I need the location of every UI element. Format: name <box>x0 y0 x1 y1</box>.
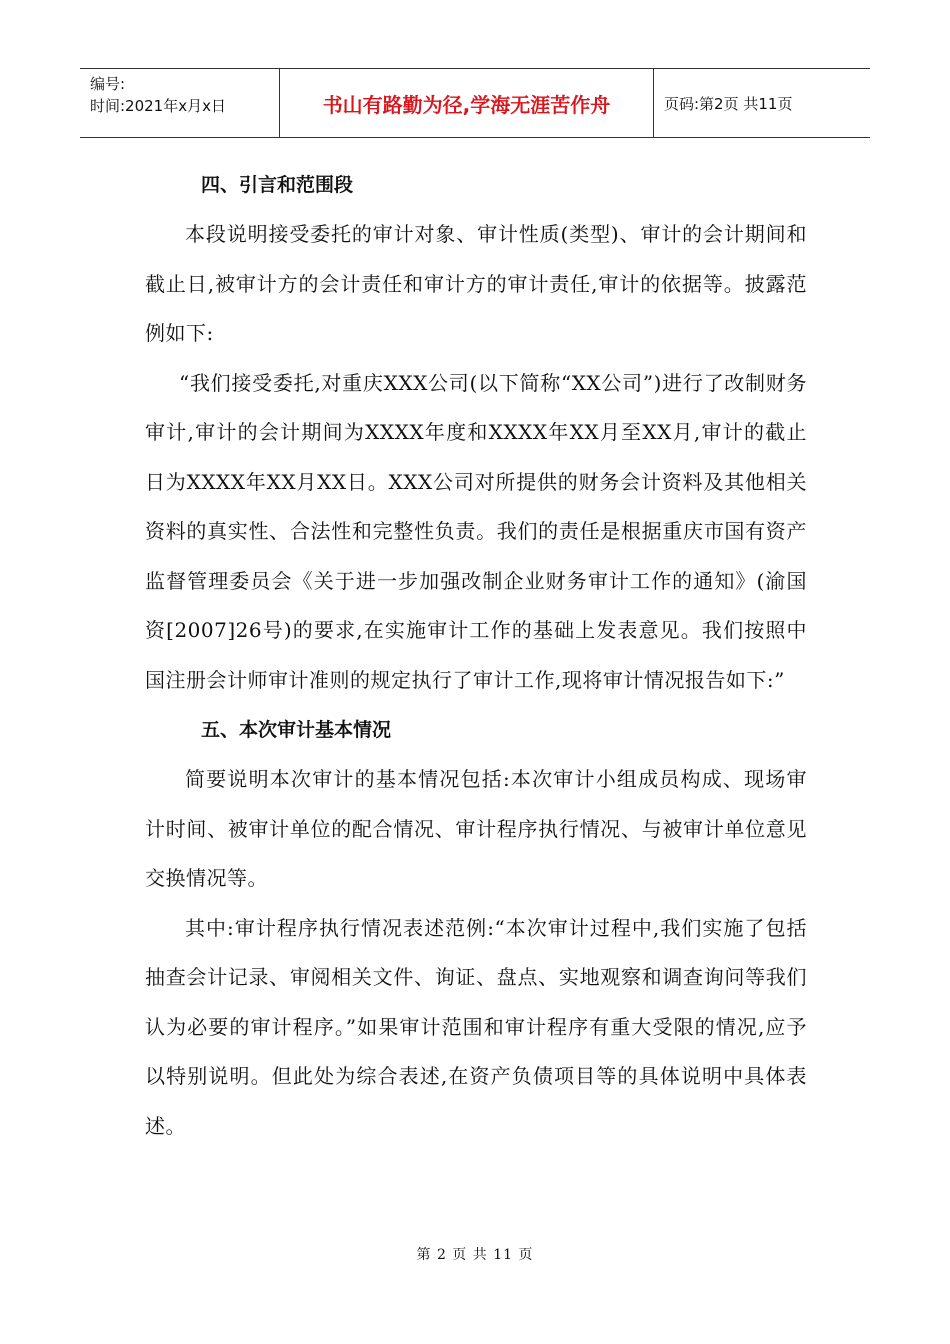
document-number-label: 编号: <box>90 75 126 93</box>
paragraph: 其中:审计程序执行情况表述范例:“本次审计过程中,我们实施了包括抽查会计记录、审阅相关文件、询证、盘点、实地观察和调查询问等我们认为必要的审计程序。”如果审计范围和审计程序有重大受限的情况,应予以特别说明。但此处为综合表述,在资产负债项目等的具体说明中具体表述。 <box>145 915 807 1138</box>
document-body <box>145 160 807 1151</box>
header-meta <box>80 69 280 137</box>
paragraph: 简要说明本次审计的基本情况包括:本次审计小组成员构成、现场审计时间、被审计单位的配合情况、审计程序执行情况、与被审计单位意见交换情况等。 <box>145 767 807 890</box>
page-footer: 第 2 页 共 11 页 <box>416 1247 534 1263</box>
section-heading-audit-overview: 五、本次审计基本情况 <box>201 719 392 741</box>
quoted-example-paragraph: “我们接受委托,对重庆XXX公司(以下简称“XX公司”)进行了改制财务审计,审计的会计期间为XXXX年度和XXXX年XX月至XX月,审计的截止日为XXXX年XX月XX日。XXX公司对所提供的财务会计资料及其他相关资料的真实性、合法性和完整性负责。我们的责任是根据重庆市国有资产监督管理委员会《关于进一步加强改制企业财务审计工作的通知》(渝国资[2007]26号)的要求,在实施审计工作的基础上发表意见。我们按照中国注册会计师审计准则的规定执行了审计工作,现将审计情况报告如下:” <box>145 370 807 692</box>
paragraph: 本段说明接受委托的审计对象、审计性质(类型)、审计的会计期间和截止日,被审计方的会计责任和审计方的审计责任,审计的依据等。披露范例如下: <box>145 222 807 345</box>
page-header <box>80 68 870 138</box>
header-motto: 书山有路勤为径,学海无涯苦作舟 <box>280 69 654 137</box>
document-date: 时间:2021年x月x日 <box>90 97 226 115</box>
header-page-info: 页码:第2页 共11页 <box>664 94 793 113</box>
section-heading-intro-scope: 四、引言和范围段 <box>201 174 354 196</box>
